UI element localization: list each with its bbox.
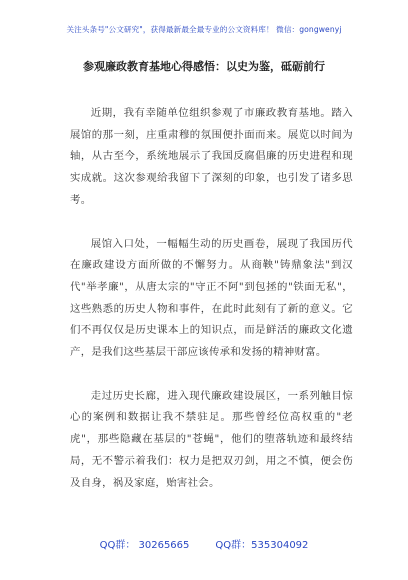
- header-notice: 关注头条号"公文研究"，获得最新最全最专业的公文资料库！ 微信：gongwenyj: [66, 25, 342, 34]
- footer-contact: [0, 536, 408, 551]
- paragraph-2: 展馆入口处，一幅幅生动的历史画卷，展现了我国历代在廉政建设方面所做的不懈努力。从商鞅"铸鼎象法"到汉代"举孝廉"，从唐太宗的"守正不阿"到包拯的"铁面无私"，这些熟悉的历史人物和事件，在此时此刻有了新的意义。它们不再仅仅是历史课本上的知识点，而是鲜活的廉政文化遗产，是我们这些基层干部应该传承和发扬的精神财富。: [70, 237, 353, 359]
- page-title: 参观廉政教育基地心得感悟：以史为鉴，砥砺前行: [83, 60, 325, 73]
- document-body: [70, 103, 353, 494]
- paragraph-1: 近期，我有幸随单位组织参观了市廉政教育基地。踏入展馆的那一刻，庄重肃穆的氛围便扑面而来。展览以时间为轴，从古至今，系统地展示了我国反腐倡廉的历史进程和现实成就。这次参观给我留下了深刻的印象，也引发了诸多思考。: [70, 107, 353, 206]
- footer-qq-group-1: QQ群： 30265665: [99, 540, 190, 551]
- paragraph-3: 走过历史长廊，进入现代廉政建设展区，一系列触目惊心的案例和数据让我不禁驻足。那些曾经位高权重的"老虎"，那些隐藏在基层的"苍蝇"，他们的堕落轨迹和最终结局，无不警示着我们：权力是把双刃剑，用之不慎，便会伤及自身，祸及家庭，贻害社会。: [70, 389, 353, 489]
- footer-qq-group-2: QQ群：535304092: [215, 540, 309, 551]
